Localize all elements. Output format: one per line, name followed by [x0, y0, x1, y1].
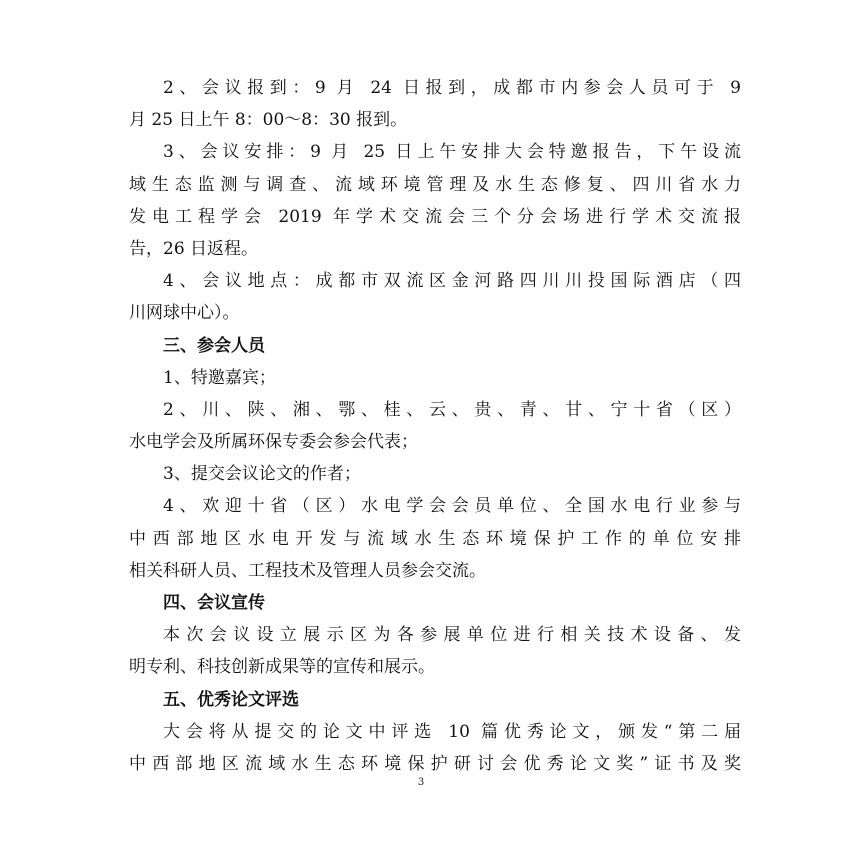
section-heading: 三、参会人员 [163, 335, 265, 356]
page-number: 3 [417, 777, 425, 788]
text-line: 本次会议设立展示区为各参展单位进行相关技术设备、发 [163, 625, 741, 646]
text-line: 1、特邀嘉宾； [163, 367, 276, 388]
text-line: 2、会议报到：9 月 24 日报到，成都市内参会人员可于 9 [163, 78, 741, 98]
text-line: 中西部地区流域水生态环境保护研讨会优秀论文奖”证书及奖 [129, 753, 741, 774]
section-heading: 四、会议宣传 [163, 593, 265, 613]
text-line: 明专利、科技创新成果等的宣传和展示。 [129, 657, 435, 678]
text-line: 水电学会及所属环保专委会参会代表； [129, 432, 418, 453]
text-line: 月 25 日上午 8：00～8：30 报到。 [129, 110, 408, 131]
text-line: 大会将从提交的论文中评选 10 篇优秀论文，颁发“第二届 [163, 721, 741, 742]
text-line: 3、会议安排：9 月 25 日上午安排大会特邀报告，下午设流 [163, 142, 741, 163]
text-line: 3、提交会议论文的作者； [163, 464, 361, 485]
text-line: 告，26 日返程。 [129, 238, 259, 259]
text-line: 4、会议地点：成都市双流区金河路四川川投国际酒店（四 [163, 271, 741, 292]
section-heading: 五、优秀论文评选 [163, 689, 299, 710]
text-line: 2、川、陕、湘、鄂、桂、云、贵、青、甘、宁十省（区） [163, 399, 741, 420]
text-line: 中西部地区水电开发与流域水生态环境保护工作的单位安排 [129, 528, 741, 549]
text-line: 发电工程学会 2019 年学术交流会三个分会场进行学术交流报 [129, 206, 741, 227]
text-line: 川网球中心）。 [129, 303, 240, 324]
text-line: 4、欢迎十省（区）水电学会会员单位、全国水电行业参与 [163, 496, 741, 517]
document-body [129, 72, 741, 780]
text-line: 相关科研人员、工程技术及管理人员参会交流。 [129, 560, 486, 581]
text-line: 域生态监测与调查、流域环境管理及水生态修复、四川省水力 [129, 174, 741, 195]
